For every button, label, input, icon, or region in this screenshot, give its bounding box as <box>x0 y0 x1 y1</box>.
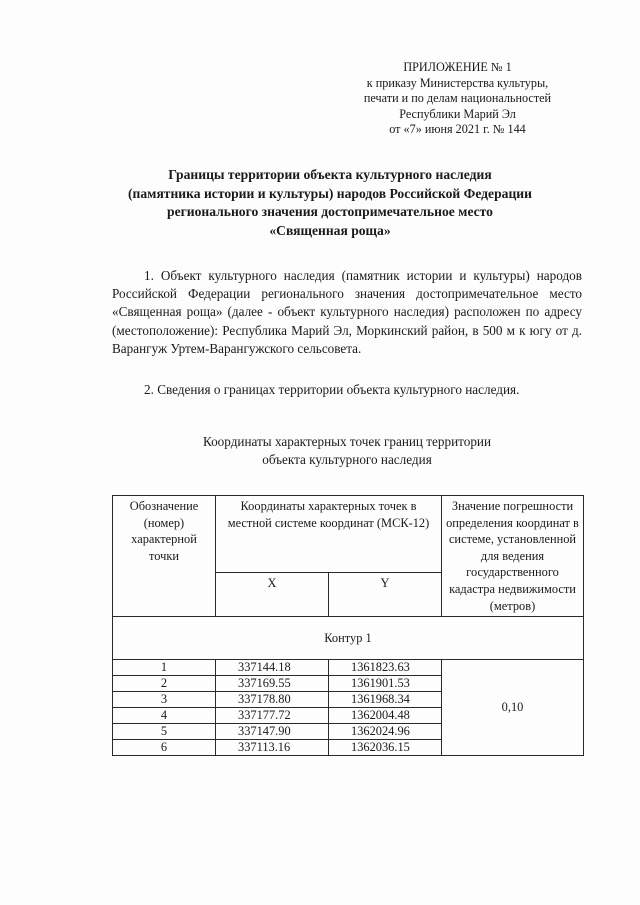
point-number: 6 <box>113 740 216 756</box>
point-number: 1 <box>113 660 216 676</box>
accuracy-value: 0,10 <box>442 660 584 756</box>
table-caption-line-1: Координаты характерных точек границ территории <box>202 434 492 449</box>
coord-x: 337178.80 <box>216 692 329 708</box>
paragraph-1 <box>112 267 582 358</box>
annex-header <box>330 60 585 138</box>
coord-y: 1362036.15 <box>329 740 442 756</box>
coord-y: 1361823.63 <box>329 660 442 676</box>
annex-line: к приказу Министерства культуры, <box>366 75 549 90</box>
table-caption-line-2: объекта культурного наследия <box>262 452 432 468</box>
point-number: 3 <box>113 692 216 708</box>
paragraph-2 <box>112 381 582 399</box>
paragraph-2-text: 2. Сведения о границах территории объекта культурного наследия. <box>144 382 520 397</box>
header-coordinates: Координаты характерных точек в местной системе координат (МСК-12) <box>216 496 442 573</box>
coord-x: 337169.55 <box>216 676 329 692</box>
header-accuracy: Значение погрешности определения координат в системе, установленной для ведения государственного кадастра недвижимости (метров) <box>442 496 584 617</box>
coord-y: 1361901.53 <box>329 676 442 692</box>
document-title <box>60 166 600 240</box>
contour-label: Контур 1 <box>113 617 584 660</box>
paragraph-1-text: 1. Объект культурного наследия (памятник истории и культуры) народов Российской Федерации регионального значения достопримечательное место «Священная роща» (далее - объект культурного наследия) расположен по адресу (местоположение): Республика Марий Эл, Моркинский район, в 500 м к югу от д. Варангуж Уртем-Варангужского сельсовета. <box>112 268 582 356</box>
coord-x: 337113.16 <box>216 740 329 756</box>
table-header-row <box>113 496 584 573</box>
title-line: Границы территории объекта культурного наследия <box>168 167 492 182</box>
coord-y: 1362004.48 <box>329 708 442 724</box>
annex-line: ПРИЛОЖЕНИЕ № 1 <box>403 60 512 74</box>
title-line: (памятника истории и культуры) народов Российской Федерации <box>128 185 532 201</box>
coord-x: 337147.90 <box>216 724 329 740</box>
coord-y: 1361968.34 <box>329 692 442 708</box>
coordinates-table <box>112 495 584 756</box>
contour-row <box>113 617 584 660</box>
header-designation: Обозначение (номер) характерной точки <box>113 496 216 617</box>
header-y: Y <box>329 573 442 617</box>
annex-line: Республики Марий Эл <box>399 106 516 121</box>
table-caption <box>112 433 582 469</box>
title-line: «Священная роща» <box>269 222 391 238</box>
coord-x: 337177.72 <box>216 708 329 724</box>
coord-y: 1362024.96 <box>329 724 442 740</box>
coord-x: 337144.18 <box>216 660 329 676</box>
annex-line: от «7» июня 2021 г. № 144 <box>389 122 526 137</box>
table-row <box>113 660 584 676</box>
header-x: X <box>216 573 329 617</box>
point-number: 5 <box>113 724 216 740</box>
title-line: регионального значения достопримечательное место <box>167 204 493 219</box>
point-number: 2 <box>113 676 216 692</box>
point-number: 4 <box>113 708 216 724</box>
annex-line: печати и по делам национальностей <box>363 91 552 106</box>
